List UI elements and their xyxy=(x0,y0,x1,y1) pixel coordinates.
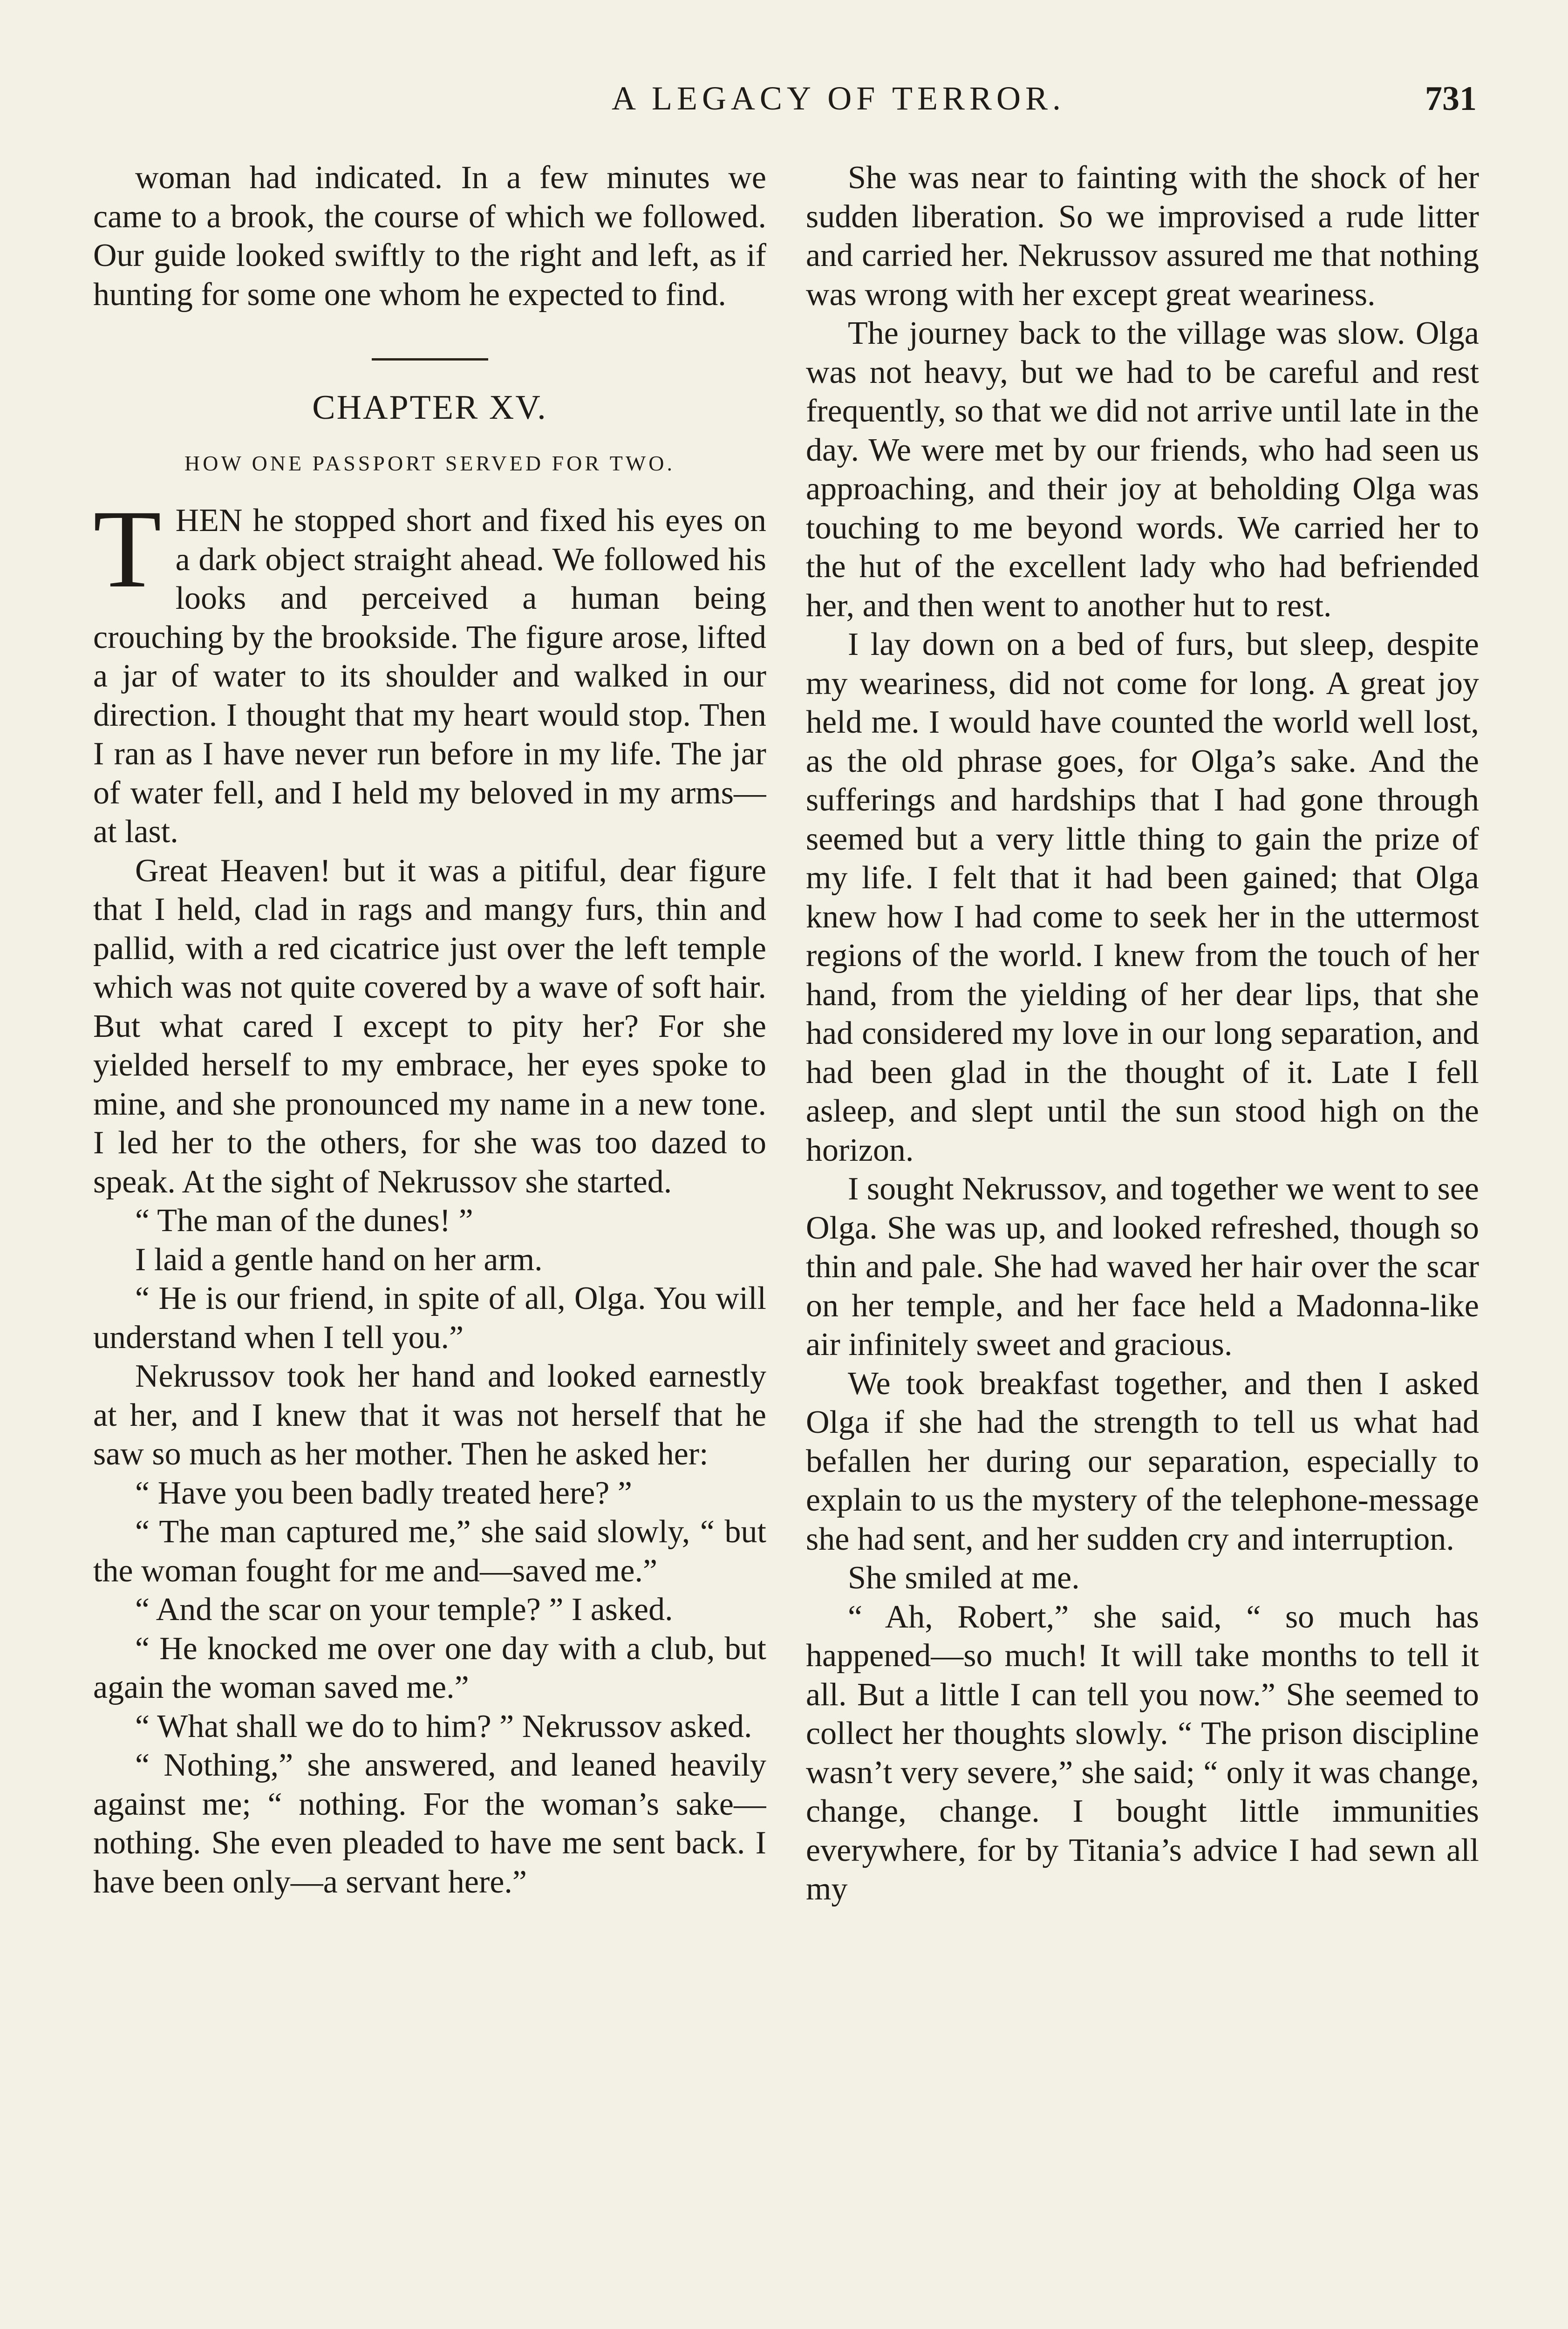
paragraph: She was near to fainting with the shock of her sudden liberation. So we improvised a rude litter and carried her. Nekrussov assured me that nothing was wrong with her except great weariness. xyxy=(806,160,1479,313)
paragraph: Nekrussov took her hand and looked earnestly at her, and I knew that it was not herself that he saw so much as her mother. Then he asked her: xyxy=(93,1358,766,1472)
paragraph: “ Ah, Robert,” she said, “ so much has happened—so much! It will take months to tell it all. But a little I can tell you now.” She seemed to collect her thoughts slowly. “ The prison discipline wasn’t very severe,” she said; “ only it was change, change, change. I bought little immunities everywhere, for by Titania’s advice I had sewn all my xyxy=(806,1599,1479,1907)
paragraph: “ The man captured me,” she said slowly, “ but the woman fought for me and—saved me.” xyxy=(93,1514,766,1589)
paragraph: I lay down on a bed of furs, but sleep, despite my weariness, did not come for long. A great joy held me. I would have counted the world well lost, as the old phrase goes, for Olga’s sake. And the sufferings and hardships that I had gone through seemed but a very little thing to gain the prize of my life. I felt that it had been gained; that Olga knew how I had come to seek her in the uttermost regions of the world. I knew from the touch of her hand, from the yielding of her dear lips, that she had considered my love in our long separation, and had been glad in the thought of it. Late I fell asleep, and slept until the sun stood high on the horizon. xyxy=(806,627,1479,1168)
paragraph: We took breakfast together, and then I asked Olga if she had the strength to tell us what had befallen her during our separation, especially to explain to us the mystery of the telephone-message she had sent, and her sudden cry and interruption. xyxy=(806,1365,1479,1557)
paragraph: “ Nothing,” she answered, and leaned heavily against me; “ nothing. For the woman’s sake—nothing. She even pleaded to have me sent back. I have been only—a servant here.” xyxy=(93,1747,766,1900)
paragraph: The journey back to the village was slow. Olga was not heavy, but we had to be careful and rest frequently, so that we did not arrive until late in the day. We were met by our friends, who had seen us approaching, and their joy at beholding Olga was touching to me beyond words. We carried her to the hut of the excellent lady who had befriended her, and then went to another hut to rest. xyxy=(806,315,1479,624)
chapter-opening-paragraph xyxy=(93,487,766,851)
section-divider xyxy=(372,358,488,361)
paragraph: I laid a gentle hand on her arm. xyxy=(135,1241,543,1278)
paragraph: “ Have you been badly treated here? ” xyxy=(135,1475,632,1511)
paragraph-intro: woman had indicated. In a few minutes we came to a brook, the course of which we followed. Our guide looked swiftly to the right and left, as if hunting for some one whom he expected to find. xyxy=(93,160,766,313)
left-column xyxy=(93,158,766,2329)
drop-cap: T xyxy=(93,487,162,611)
paragraph: “ What shall we do to him? ” Nekrussov asked. xyxy=(135,1708,752,1744)
right-column xyxy=(806,158,1479,2329)
paragraph: “ He knocked me over one day with a club, but again the woman saved me.” xyxy=(93,1630,766,1705)
paragraph: “ He is our friend, in spite of all, Olga. You will understand when I tell you.” xyxy=(93,1280,766,1355)
paragraph: She smiled at me. xyxy=(848,1560,1080,1596)
running-head xyxy=(93,75,1477,126)
chapter-title: CHAPTER XV. xyxy=(312,388,547,427)
chapter-subtitle: HOW ONE PASSPORT SERVED FOR TWO. xyxy=(184,451,675,475)
paragraph: Great Heaven! but it was a pitiful, dear figure that I held, clad in rags and mangy furs, thin and pallid, with a red cicatrice just over the left temple which was not quite covered by a wave of soft hair. But what cared I except to pity her? For she yielded herself to my embrace, her eyes spoke to mine, and she pronounced my name in a new tone. I led her to the others, for she was too dazed to speak. At the sight of Nekrussov she started. xyxy=(93,852,766,1200)
opening-paragraph-text: HEN he stopped short and fixed his eyes on a dark object straight ahead. We followed his looks and perceived a human being crouching by the brookside. The figure arose, lifted a jar of water to its shoulder and walked in our direction. I thought that my heart would stop. Then I ran as I have never run before in my life. The jar of water fell, and I held my beloved in my arms—at last. xyxy=(93,503,766,850)
page-number: 731 xyxy=(1425,80,1477,118)
paragraph: “ The man of the dunes! ” xyxy=(135,1203,473,1239)
paragraph: “ And the scar on your temple? ” I asked. xyxy=(135,1592,673,1628)
paragraph: I sought Nekrussov, and together we went to see Olga. She was up, and looked refreshed, though so thin and pale. She had waved her hair over the scar on her temple, and her face held a Madonna-like air infinitely sweet and gracious. xyxy=(806,1171,1479,1362)
running-title: A LEGACY OF TERROR. xyxy=(611,80,1066,117)
